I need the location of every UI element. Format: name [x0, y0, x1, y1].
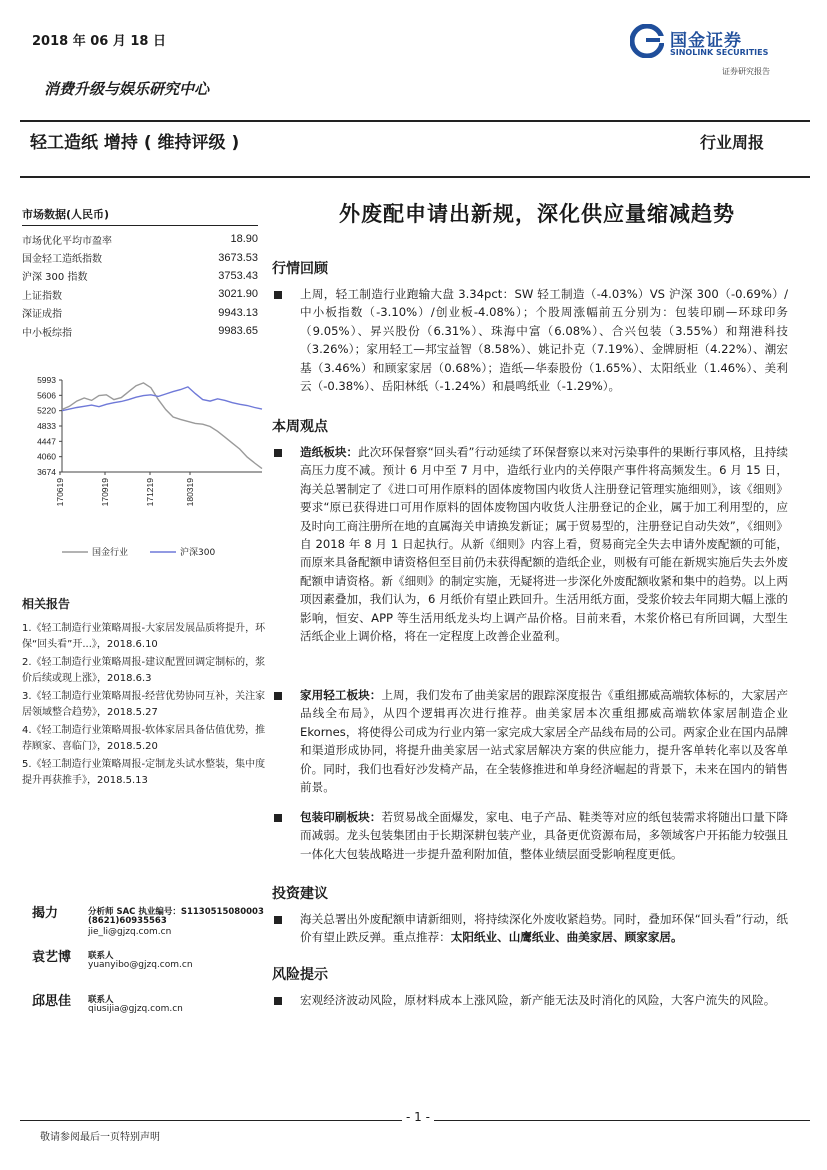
brand-logo — [630, 24, 790, 84]
analyst-email[interactable]: yuanyibo@gjzq.com.cn — [88, 960, 193, 970]
related-report-link[interactable]: 5.《轻工制造行业策略周报-定制龙头试水整装，集中度提升再获推手》，2018.5.13 — [22, 758, 266, 786]
y-tick-label: 5606 — [37, 390, 56, 401]
y-tick-label: 4447 — [37, 436, 56, 447]
page-number: - 1 - — [402, 1110, 434, 1124]
recommended-stocks: 太阳纸业、山鹰纸业、曲美家居、顾家家居。 — [450, 930, 683, 945]
header-divider-bottom — [20, 176, 810, 178]
footer-disclaimer: 敬请参阅最后一页特别声明 — [40, 1132, 160, 1143]
index-comparison-chart — [22, 372, 270, 562]
bullet-icon — [274, 997, 282, 1005]
brand-subtitle: 证券研究报告 — [722, 67, 770, 76]
home-sector-label: 家用轻工板块： — [300, 688, 382, 702]
market-value: 9983.65 — [218, 325, 258, 338]
market-review-text: 上周，轻工制造行业跑输大盘 3.34pct：SW 轻工制造（-4.03%）VS 沪深 300（-0.69%）/中小板指数（-3.10%）/创业板-4.08%）；个股周涨幅前五分别为：包装印刷—环球印务（9.05%）、昇兴股份（6.31%）、珠海中富（6.08%）、合兴包装（3.55%）和翔港科技（3.26%）；家用轻工—邦宝益智（8.58%）、姚记扑克（7.19%）、金牌厨柜（4.22%）、潮宏基（3.46%）和顾家家居（0.68%）；造纸—华泰股份（1.65%）、太阳纸业（1.46%）、美利云（-0.38%）、岳阳林纸（-1.24%）和晨鸣纸业（-1.29%）。 — [300, 287, 788, 394]
market-review-heading: 行情回顾 — [272, 261, 328, 277]
report-type: 行业周报 — [700, 133, 765, 152]
investment-advice-text: 海关总署出外废配额申请新细则，将持续深化外废收紧趋势。同时，叠加环保“回头看”行动，纸价有望止跌反弹。重点推荐： — [300, 912, 788, 945]
analyst-role: 联系人 — [88, 995, 114, 1005]
bullet-icon — [274, 692, 282, 700]
market-value: 3673.53 — [218, 251, 258, 264]
report-title: 外废配申请出新规，深化供应量缩减趋势 — [339, 201, 735, 226]
market-label: 中小板综指 — [22, 327, 72, 339]
y-tick-label: 5220 — [37, 405, 56, 416]
market-label: 市场优化平均市盈率 — [22, 235, 112, 247]
analyst-email[interactable]: jie_li@gjzq.com.cn — [88, 927, 172, 937]
industry-rating: 轻工造纸 增持 ( 维持评级 ) — [30, 133, 240, 153]
bullet-icon — [274, 449, 282, 457]
market-row — [22, 230, 258, 248]
packaging-sector-text: 若贸易战全面爆发，家电、电子产品、鞋类等对应的纸包装需求将随出口量下降而减弱。龙头包装集团由于长期深耕包装产业，具备更优资源布局，多领域客户开拓能力较强且一体化大包装战略进一步提升盈利附加值，整体业绩层面受影响程度更低。 — [300, 810, 788, 861]
market-row — [22, 285, 258, 303]
paper-sector-text: 此次环保督察“回头看”行动延续了环保督察以来对污染事件的果断行事风格，且持续高压力度不减。预计 6 月中至 7 月中，造纸行业内的关停限产事件将高频发生。6 月 15 日，海关总署制定了《进口可用作原料的固体废物国内收货人注册登记管理实施细则》，该《细则》要求“原已获得进口可用作原料的固体废物国内收货人注册登记的企业，属于加工利用型的，应及时向工商注册所在地的直属海关申请换发新证；属于贸易型的，注册登记自动失效”，《细则》自 2018 年 8 月 1 日起执行。从新《细则》内容上看，贸易商完全失去申请外废配额的可能，而原来具备配额申请资格但至目前仍未获得配额的造纸企业，则极有可能在新规实施后失去外废配额申请资格。新《细则》的制定实施，无疑将进一步深化外废配额收紧和集中的趋势。以上两项因素叠加，我们认为，6 月纸价有望止跌回升。生活用纸方面，受浆价较去年同期大幅上涨的影响，恒安、APP 等生活用纸龙头均上调产品价格。目前来看，木浆价格已有所回调，大型生活纸企业上调价格，将在一定程度上改善企业盈利。 — [300, 445, 788, 644]
analyst-card — [22, 902, 272, 942]
paper-sector-label: 造纸板块： — [300, 445, 359, 459]
market-row — [22, 267, 258, 285]
analyst-name: 袁艺博 — [32, 950, 72, 965]
analyst-card — [22, 990, 272, 1030]
market-label: 上证指数 — [22, 290, 62, 302]
y-tick-label: 4060 — [37, 451, 56, 462]
legend-label: 国金行业 — [92, 548, 129, 558]
market-row — [22, 248, 258, 266]
brand-name-cn: 国金证券 — [670, 31, 742, 51]
market-value: 3753.43 — [218, 269, 258, 282]
legend-label: 沪深300 — [180, 548, 216, 558]
investment-advice-heading: 投资建议 — [272, 886, 328, 902]
related-report-link[interactable]: 3.《轻工制造行业策略周报-经营优势协同互补，关注家居领域整合趋势》，2018.5.27 — [22, 690, 266, 718]
home-sector-text: 上周，我们发布了曲美家居的跟踪深度报告《重组挪威高端软体标的，大家居产品线全布局》，从四个逻辑再次进行推荐。曲美家居本次重组挪威高端软体家居制造企业 Ekornes，将使得公司成为行业内第一家完成大家居全产品线布局的公司。两家企业在国内品牌和渠道形成协同，将提升曲美家居一站式家居解决方案的供应能力，提升客单转化率以及客单价。同时，我们也看好沙发椅产品，在全装修推进和单身经济崛起的背景下，未来在国内的销售前景。 — [300, 688, 788, 795]
y-tick-label: 4833 — [37, 421, 56, 431]
related-report-link[interactable]: 4.《轻工制造行业策略周报-软体家居具备估值优势，推荐顾家、喜临门》，2018.5.20 — [22, 724, 266, 752]
analyst-email[interactable]: qiusijia@gjzq.com.cn — [88, 1004, 183, 1014]
analyst-role: 联系人 — [88, 951, 114, 961]
x-tick-label: 180319 — [185, 478, 195, 507]
related-report-link[interactable]: 2.《轻工制造行业策略周报-建议配置回调定制标的，浆价后续或现上涨》，2018.6.3 — [22, 656, 266, 684]
y-tick-label: 5993 — [37, 375, 56, 385]
department-name: 消费升级与娱乐研究中心 — [44, 80, 210, 98]
bullet-icon — [274, 916, 282, 924]
packaging-sector-paragraph — [300, 808, 788, 863]
analyst-card — [22, 946, 272, 986]
analyst-name: 邱思佳 — [32, 994, 72, 1009]
related-reports-heading: 相关报告 — [22, 597, 71, 611]
risk-text: 宏观经济波动风险，原材料成本上涨风险，新产能无法及时消化的风险，大客户流失的风险。 — [300, 993, 776, 1007]
bullet-icon — [274, 814, 282, 822]
market-row — [22, 322, 258, 340]
x-tick-label: 170919 — [100, 478, 110, 507]
risk-heading: 风险提示 — [272, 967, 328, 983]
market-label: 沪深 300 指数 — [22, 272, 88, 284]
analyst-role: 分析师 SAC 执业编号：S1130515080003 — [88, 907, 264, 917]
market-data-heading: 市场数据(人民币) — [22, 206, 258, 226]
analyst-phone: (8621)60935563 — [88, 916, 167, 926]
y-tick-label: 3674 — [37, 467, 56, 477]
weekly-view-heading: 本周观点 — [272, 419, 328, 435]
bullet-icon — [274, 291, 282, 299]
x-tick-label: 171219 — [145, 478, 155, 507]
report-date: 2018 年 06 月 18 日 — [32, 34, 166, 49]
paper-sector-paragraph — [300, 443, 788, 645]
market-data-panel — [22, 206, 258, 340]
market-value: 18.90 — [230, 233, 258, 246]
home-sector-paragraph — [300, 686, 788, 796]
market-value: 9943.13 — [218, 306, 258, 319]
related-reports — [22, 596, 267, 791]
packaging-sector-label: 包装印刷板块： — [300, 810, 382, 824]
market-value: 3021.90 — [218, 288, 258, 301]
x-tick-label: 170619 — [55, 478, 65, 507]
series-line-csi300 — [62, 387, 262, 411]
analyst-name: 揭力 — [32, 906, 59, 921]
market-label: 深证成指 — [22, 309, 62, 321]
related-report-link[interactable]: 1.《轻工制造行业策略周报-大家居发展品质将提升，环保“回头看”开...》，2018.6.10 — [22, 622, 266, 650]
analyst-list — [22, 902, 272, 1034]
investment-advice-paragraph — [300, 910, 788, 947]
brand-name-en: SINOLINK SECURITIES — [670, 48, 769, 57]
market-label: 国金轻工造纸指数 — [22, 254, 102, 266]
sinolink-logo-icon — [630, 24, 664, 58]
header-divider-top — [20, 120, 810, 122]
market-row — [22, 304, 258, 322]
